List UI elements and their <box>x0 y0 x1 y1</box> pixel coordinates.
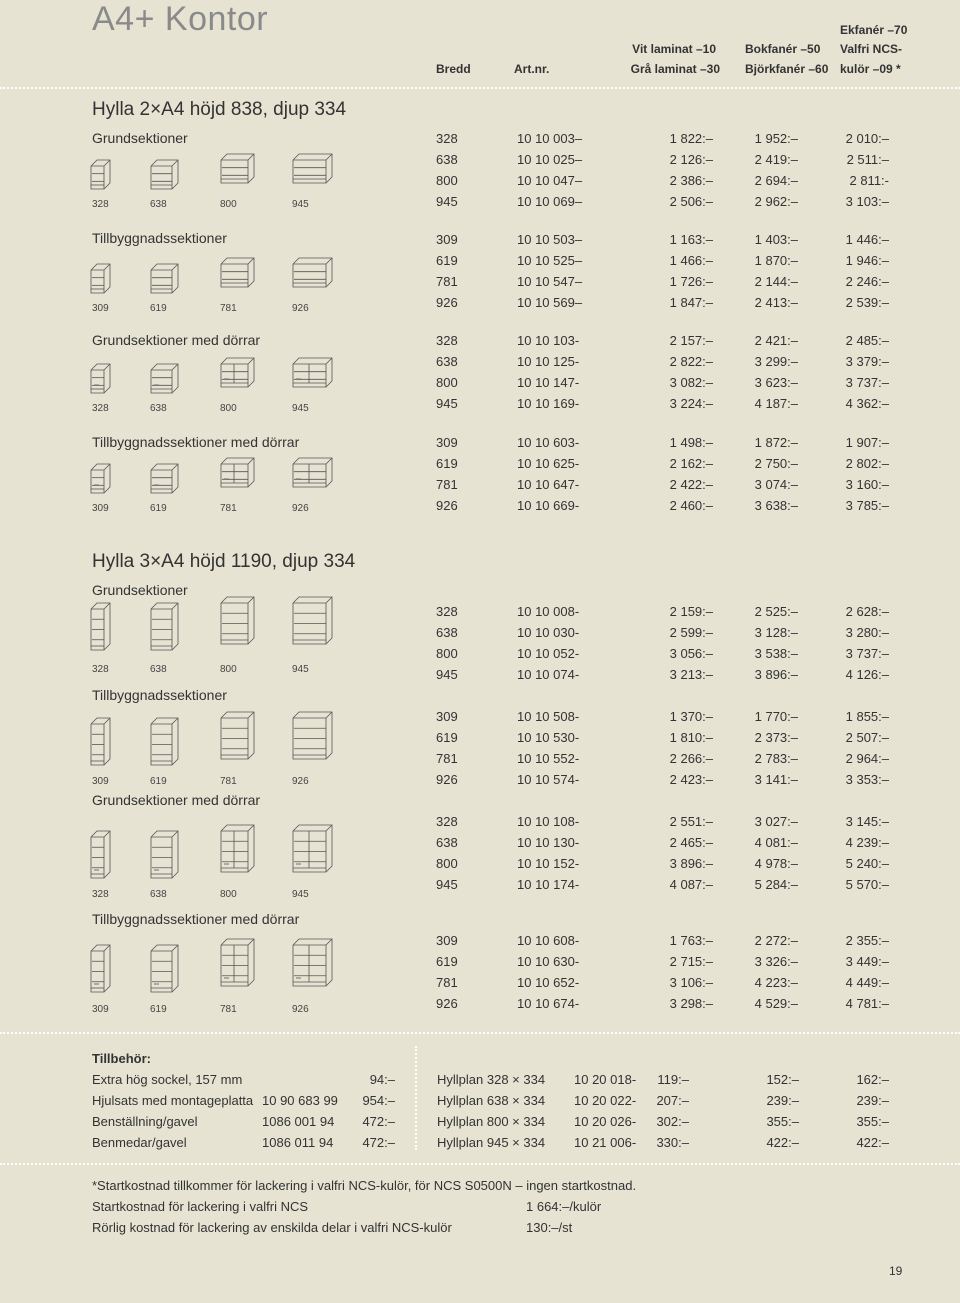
width-cell: 638 <box>436 152 458 167</box>
shelf-width-label: 619 <box>150 303 167 314</box>
price-ek-cell: 2 539:– <box>845 295 889 310</box>
shelf-width-label: 945 <box>292 403 309 414</box>
price-bok-cell: 2 419:– <box>754 152 798 167</box>
shelf-width-label: 926 <box>292 1004 309 1015</box>
artnr-cell: 10 10 508- <box>517 709 580 724</box>
width-cell: 638 <box>436 625 458 640</box>
shelf-width-label: 945 <box>292 889 309 900</box>
price-bok-cell: 3 538:– <box>754 646 798 661</box>
artnr-cell: 10 10 052- <box>517 646 580 661</box>
price-bok-cell: 5 284:– <box>754 877 798 892</box>
price-vit-cell: 2 386:– <box>669 173 713 188</box>
width-cell: 926 <box>436 295 458 310</box>
price-ek-cell: 5 570:– <box>845 877 889 892</box>
price-bok-cell: 2 421:– <box>754 333 798 348</box>
page-title: A4+ Kontor <box>92 0 269 38</box>
accessory-name: Benställning/gavel <box>92 1114 198 1129</box>
price-ek-cell: 2 964:– <box>845 751 889 766</box>
price-bok-cell: 4 978:– <box>754 856 798 871</box>
artnr-cell: 10 10 552- <box>517 751 580 766</box>
shelf-width-label: 638 <box>150 403 167 414</box>
shelf-width-label: 328 <box>92 199 109 210</box>
accessory-artnr: 10 90 683 99 <box>262 1093 338 1108</box>
artnr-cell: 10 10 669- <box>517 498 580 513</box>
price-ek-cell: 1 855:– <box>845 709 889 724</box>
price-vit-cell: 1 498:– <box>669 435 713 450</box>
price-bok-cell: 4 223:– <box>754 975 798 990</box>
table-row <box>0 456 960 477</box>
shelf-width-label: 328 <box>92 403 109 414</box>
shelf-width-label: 638 <box>150 889 167 900</box>
price-bok-cell: 3 623:– <box>754 375 798 390</box>
col-ek-1: Ekfanér –70 <box>840 23 908 37</box>
table-row <box>0 646 960 667</box>
price-vit-cell: 3 896:– <box>669 856 713 871</box>
shelf-width-label: 638 <box>150 199 167 210</box>
shelf-plane-price-bok: 422:– <box>766 1135 799 1150</box>
accessory-artnr: 1086 001 94 <box>262 1114 335 1129</box>
width-cell: 309 <box>436 232 458 247</box>
accessory-price: 954:– <box>362 1093 395 1108</box>
price-bok-cell: 2 272:– <box>754 933 798 948</box>
price-ek-cell: 3 785:– <box>845 498 889 513</box>
accessory-price: 94:– <box>369 1072 395 1087</box>
price-ek-cell: 2 355:– <box>845 933 889 948</box>
shelf-width-label: 328 <box>92 889 109 900</box>
price-ek-cell: 4 781:– <box>845 996 889 1011</box>
table-row <box>0 835 960 856</box>
shelf-plane-artnr: 10 20 026- <box>574 1114 637 1129</box>
price-vit-cell: 3 106:– <box>669 975 713 990</box>
width-cell: 638 <box>436 835 458 850</box>
price-bok-cell: 3 027:– <box>754 814 798 829</box>
width-cell: 926 <box>436 772 458 787</box>
price-vit-cell: 2 715:– <box>669 954 713 969</box>
artnr-cell: 10 10 625- <box>517 456 580 471</box>
shelf-width-label: 781 <box>220 776 237 787</box>
width-cell: 926 <box>436 498 458 513</box>
artnr-cell: 10 10 174- <box>517 877 580 892</box>
col-bok-1: Bokfanér –50 <box>745 42 821 56</box>
footnote-line-2-value: 130:–/st <box>526 1220 573 1235</box>
shelf-width-label: 945 <box>292 199 309 210</box>
price-ek-cell: 3 280:– <box>845 625 889 640</box>
price-vit-cell: 2 159:– <box>669 604 713 619</box>
shelf-plane-price-vit: 119:– <box>657 1072 689 1087</box>
shelf-plane-artnr: 10 20 022- <box>574 1093 637 1108</box>
price-ek-cell: 3 145:– <box>845 814 889 829</box>
shelf-width-label: 800 <box>220 664 237 675</box>
price-bok-cell: 3 141:– <box>754 772 798 787</box>
table-row <box>0 477 960 498</box>
table-row <box>0 375 960 396</box>
price-bok-cell: 3 896:– <box>754 667 798 682</box>
table-row <box>0 996 960 1017</box>
artnr-cell: 10 10 030- <box>517 625 580 640</box>
width-cell: 328 <box>436 814 458 829</box>
artnr-cell: 10 10 074- <box>517 667 580 682</box>
table-row <box>0 772 960 793</box>
price-bok-cell: 3 128:– <box>754 625 798 640</box>
artnr-cell: 10 10 047– <box>517 173 583 188</box>
shelf-plane-name: Hyllplan 328 × 334 <box>437 1072 546 1087</box>
width-cell: 309 <box>436 435 458 450</box>
table-row <box>0 814 960 835</box>
width-cell: 619 <box>436 730 458 745</box>
shelf-width-label: 638 <box>150 664 167 675</box>
group-name: Tillbyggnadssektioner <box>92 230 227 246</box>
table-row <box>0 751 960 772</box>
col-artnr: Art.nr. <box>514 62 550 76</box>
price-vit-cell: 2 162:– <box>669 456 713 471</box>
price-bok-cell: 1 870:– <box>754 253 798 268</box>
price-ek-cell: 1 446:– <box>845 232 889 247</box>
table-row <box>0 274 960 295</box>
col-vit-2: Grå laminat –30 <box>630 62 720 76</box>
artnr-cell: 10 10 569– <box>517 295 583 310</box>
price-ek-cell: 1 946:– <box>845 253 889 268</box>
table-row <box>0 498 960 519</box>
width-cell: 945 <box>436 877 458 892</box>
table-row <box>0 667 960 688</box>
shelf-plane-name: Hyllplan 945 × 334 <box>437 1135 546 1150</box>
artnr-cell: 10 10 169- <box>517 396 580 411</box>
price-bok-cell: 4 187:– <box>754 396 798 411</box>
price-ek-cell: 2 507:– <box>845 730 889 745</box>
price-vit-cell: 3 082:– <box>669 375 713 390</box>
price-vit-cell: 1 763:– <box>669 933 713 948</box>
price-bok-cell: 2 694:– <box>754 173 798 188</box>
price-bok-cell: 3 074:– <box>754 477 798 492</box>
price-vit-cell: 3 056:– <box>669 646 713 661</box>
col-ek-3: kulör –09 * <box>840 62 901 76</box>
accessories-title: Tillbehör: <box>92 1051 151 1066</box>
shelf-plane-artnr: 10 20 018- <box>574 1072 637 1087</box>
table-row <box>0 131 960 152</box>
shelf-width-label: 800 <box>220 889 237 900</box>
price-vit-cell: 1 822:– <box>669 131 713 146</box>
table-row <box>0 877 960 898</box>
width-cell: 638 <box>436 354 458 369</box>
price-bok-cell: 4 529:– <box>754 996 798 1011</box>
col-bredd: Bredd <box>436 62 471 76</box>
price-bok-cell: 2 962:– <box>754 194 798 209</box>
width-cell: 945 <box>436 194 458 209</box>
width-cell: 328 <box>436 604 458 619</box>
price-ek-cell: 2 802:– <box>845 456 889 471</box>
artnr-cell: 10 10 103- <box>517 333 580 348</box>
table-row <box>0 232 960 253</box>
group-name: Tillbyggnadssektioner med dörrar <box>92 434 300 450</box>
accessory-name: Extra hög sockel, 157 mm <box>92 1072 243 1087</box>
artnr-cell: 10 10 608- <box>517 933 580 948</box>
table-row <box>0 295 960 316</box>
price-ek-cell: 2 485:– <box>845 333 889 348</box>
shelf-width-label: 619 <box>150 776 167 787</box>
footnote-divider <box>0 1163 960 1165</box>
shelf-width-label: 781 <box>220 503 237 514</box>
header-divider <box>0 87 960 89</box>
price-ek-cell: 3 160:– <box>845 477 889 492</box>
price-ek-cell: 2 246:– <box>845 274 889 289</box>
shelf-plane-price-ek: 422:– <box>856 1135 889 1150</box>
price-bok-cell: 1 872:– <box>754 435 798 450</box>
width-cell: 800 <box>436 646 458 661</box>
price-ek-cell: 4 126:– <box>845 667 889 682</box>
col-bok-2: Björkfanér –60 <box>745 62 829 76</box>
width-cell: 926 <box>436 996 458 1011</box>
table-row <box>0 604 960 625</box>
artnr-cell: 10 10 547– <box>517 274 583 289</box>
artnr-cell: 10 10 152- <box>517 856 580 871</box>
footnote-line-2-label: Rörlig kostnad för lackering av enskilda delar i valfri NCS-kulör <box>92 1220 452 1235</box>
width-cell: 781 <box>436 477 458 492</box>
col-ek-2: Valfri NCS- <box>840 42 903 56</box>
price-ek-cell: 3 353:– <box>845 772 889 787</box>
group-name: Grundsektioner med dörrar <box>92 332 261 348</box>
artnr-cell: 10 10 503– <box>517 232 583 247</box>
artnr-cell: 10 10 130- <box>517 835 580 850</box>
price-bok-cell: 3 638:– <box>754 498 798 513</box>
price-ek-cell: 3 379:– <box>845 354 889 369</box>
artnr-cell: 10 10 525– <box>517 253 583 268</box>
price-ek-cell: 1 907:– <box>845 435 889 450</box>
price-vit-cell: 2 423:– <box>669 772 713 787</box>
price-ek-cell: 3 737:– <box>845 375 889 390</box>
width-cell: 309 <box>436 933 458 948</box>
price-vit-cell: 2 422:– <box>669 477 713 492</box>
price-bok-cell: 2 783:– <box>754 751 798 766</box>
width-cell: 781 <box>436 975 458 990</box>
width-cell: 781 <box>436 751 458 766</box>
price-ek-cell: 2 628:– <box>845 604 889 619</box>
shelf-width-label: 309 <box>92 776 109 787</box>
shelf-plane-price-vit: 302:– <box>656 1114 689 1129</box>
price-vit-cell: 2 465:– <box>669 835 713 850</box>
shelf-width-label: 926 <box>292 503 309 514</box>
artnr-cell: 10 10 674- <box>517 996 580 1011</box>
price-bok-cell: 1 770:– <box>754 709 798 724</box>
section-title: Hylla 2×A4 höjd 838, djup 334 <box>92 99 347 120</box>
accessory-name: Benmedar/gavel <box>92 1135 187 1150</box>
price-bok-cell: 2 525:– <box>754 604 798 619</box>
price-vit-cell: 1 726:– <box>669 274 713 289</box>
price-ek-cell: 4 362:– <box>845 396 889 411</box>
shelf-width-label: 945 <box>292 664 309 675</box>
artnr-cell: 10 10 652- <box>517 975 580 990</box>
price-vit-cell: 3 298:– <box>669 996 713 1011</box>
price-vit-cell: 2 266:– <box>669 751 713 766</box>
price-vit-cell: 4 087:– <box>669 877 713 892</box>
table-row <box>0 173 960 194</box>
table-row <box>0 730 960 751</box>
price-ek-cell: 5 240:– <box>845 856 889 871</box>
price-vit-cell: 1 847:– <box>669 295 713 310</box>
price-vit-cell: 2 126:– <box>669 152 713 167</box>
width-cell: 945 <box>436 667 458 682</box>
shelf-plane-name: Hyllplan 800 × 334 <box>437 1114 546 1129</box>
shelf-plane-price-bok: 239:– <box>766 1093 799 1108</box>
artnr-cell: 10 10 008- <box>517 604 580 619</box>
table-row <box>0 975 960 996</box>
table-row <box>0 333 960 354</box>
footnote-star: *Startkostnad tillkommer för lackering i valfri NCS-kulör, för NCS S0500N – ingen startkostnad. <box>92 1178 637 1193</box>
group-name: Tillbyggnadssektioner med dörrar <box>92 911 300 927</box>
shelf-width-label: 619 <box>150 503 167 514</box>
price-bok-cell: 2 750:– <box>754 456 798 471</box>
width-cell: 328 <box>436 333 458 348</box>
shelf-width-label: 800 <box>220 199 237 210</box>
shelf-width-label: 309 <box>92 503 109 514</box>
price-ek-cell: 2 010:– <box>845 131 889 146</box>
table-row <box>0 954 960 975</box>
width-cell: 800 <box>436 375 458 390</box>
price-vit-cell: 2 822:– <box>669 354 713 369</box>
accessory-price: 472:– <box>362 1114 395 1129</box>
width-cell: 781 <box>436 274 458 289</box>
shelf-plane-price-vit: 330:– <box>656 1135 689 1150</box>
table-row <box>0 152 960 173</box>
artnr-cell: 10 10 630- <box>517 954 580 969</box>
table-row <box>0 396 960 417</box>
price-bok-cell: 2 373:– <box>754 730 798 745</box>
price-vit-cell: 2 506:– <box>669 194 713 209</box>
shelf-plane-artnr: 10 21 006- <box>574 1135 637 1150</box>
price-bok-cell: 2 413:– <box>754 295 798 310</box>
section-title: Hylla 3×A4 höjd 1190, djup 334 <box>92 551 356 572</box>
page-number: 19 <box>889 1264 903 1278</box>
group-name: Grundsektioner <box>92 582 188 598</box>
price-ek-cell: 3 103:– <box>845 194 889 209</box>
price-vit-cell: 2 460:– <box>669 498 713 513</box>
price-bok-cell: 3 299:– <box>754 354 798 369</box>
accessory-name: Hjulsats med montageplatta <box>92 1093 254 1108</box>
price-vit-cell: 1 163:– <box>669 232 713 247</box>
width-cell: 619 <box>436 456 458 471</box>
accessory-artnr: 1086 011 94 <box>262 1135 334 1150</box>
accessories-separator <box>415 1046 417 1150</box>
shelf-width-label: 926 <box>292 776 309 787</box>
artnr-cell: 10 10 147- <box>517 375 580 390</box>
footnote-line-1-value: 1 664:–/kulör <box>526 1199 602 1214</box>
shelf-plane-price-vit: 207:– <box>656 1093 689 1108</box>
width-cell: 619 <box>436 954 458 969</box>
col-vit-1: Vit laminat –10 <box>632 42 716 56</box>
width-cell: 619 <box>436 253 458 268</box>
width-cell: 309 <box>436 709 458 724</box>
table-row <box>0 856 960 877</box>
footnote-line-1-label: Startkostnad för lackering i valfri NCS <box>92 1199 309 1214</box>
shelf-plane-price-ek: 239:– <box>856 1093 889 1108</box>
price-vit-cell: 1 810:– <box>669 730 713 745</box>
shelf-width-label: 800 <box>220 403 237 414</box>
group-name: Tillbyggnadssektioner <box>92 687 227 703</box>
group-name: Grundsektioner med dörrar <box>92 792 261 808</box>
table-row <box>0 253 960 274</box>
shelf-width-label: 619 <box>150 1004 167 1015</box>
shelf-plane-price-ek: 162:– <box>856 1072 889 1087</box>
artnr-cell: 10 10 603- <box>517 435 580 450</box>
price-vit-cell: 3 213:– <box>669 667 713 682</box>
table-row <box>0 354 960 375</box>
price-vit-cell: 1 370:– <box>669 709 713 724</box>
shelf-width-label: 309 <box>92 303 109 314</box>
price-ek-cell: 2 811:- <box>849 173 889 188</box>
shelf-plane-name: Hyllplan 638 × 334 <box>437 1093 546 1108</box>
price-bok-cell: 3 326:– <box>754 954 798 969</box>
artnr-cell: 10 10 125- <box>517 354 580 369</box>
shelf-plane-price-bok: 355:– <box>766 1114 799 1129</box>
shelf-plane-price-bok: 152:– <box>766 1072 799 1087</box>
artnr-cell: 10 10 574- <box>517 772 580 787</box>
price-vit-cell: 2 551:– <box>669 814 713 829</box>
price-ek-cell: 3 449:– <box>845 954 889 969</box>
shelf-width-label: 328 <box>92 664 109 675</box>
table-row <box>0 625 960 646</box>
price-ek-cell: 3 737:– <box>845 646 889 661</box>
artnr-cell: 10 10 025– <box>517 152 583 167</box>
width-cell: 328 <box>436 131 458 146</box>
artnr-cell: 10 10 530- <box>517 730 580 745</box>
shelf-width-label: 781 <box>220 303 237 314</box>
artnr-cell: 10 10 003– <box>517 131 583 146</box>
shelf-width-label: 781 <box>220 1004 237 1015</box>
artnr-cell: 10 10 108- <box>517 814 580 829</box>
table-row <box>0 194 960 215</box>
artnr-cell: 10 10 069– <box>517 194 583 209</box>
price-bok-cell: 2 144:– <box>754 274 798 289</box>
shelf-width-label: 309 <box>92 1004 109 1015</box>
shelf-plane-price-ek: 355:– <box>856 1114 889 1129</box>
price-ek-cell: 2 511:– <box>846 152 889 167</box>
price-vit-cell: 3 224:– <box>669 396 713 411</box>
artnr-cell: 10 10 647- <box>517 477 580 492</box>
table-row <box>0 933 960 954</box>
group-name: Grundsektioner <box>92 130 188 146</box>
price-vit-cell: 1 466:– <box>669 253 713 268</box>
table-row <box>0 435 960 456</box>
price-vit-cell: 2 157:– <box>669 333 713 348</box>
price-ek-cell: 4 239:– <box>845 835 889 850</box>
width-cell: 800 <box>436 173 458 188</box>
price-bok-cell: 4 081:– <box>754 835 798 850</box>
price-vit-cell: 2 599:– <box>669 625 713 640</box>
accessory-price: 472:– <box>362 1135 395 1150</box>
table-row <box>0 709 960 730</box>
price-bok-cell: 1 403:– <box>754 232 798 247</box>
price-ek-cell: 4 449:– <box>845 975 889 990</box>
accessories-divider <box>0 1032 960 1034</box>
shelf-width-label: 926 <box>292 303 309 314</box>
width-cell: 800 <box>436 856 458 871</box>
width-cell: 945 <box>436 396 458 411</box>
price-bok-cell: 1 952:– <box>754 131 798 146</box>
